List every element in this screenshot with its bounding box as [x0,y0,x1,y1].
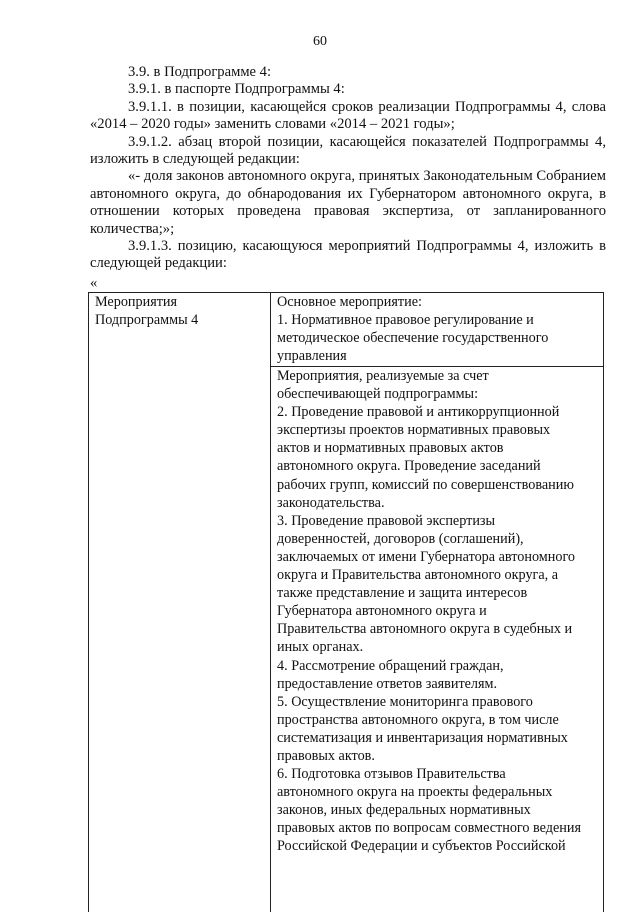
cell-line: пространства автономного округа, в том числе [277,711,559,728]
cell-line: 2. Проведение правовой и антикоррупционной [277,404,560,421]
cell-line: автономного округа. Проведение заседаний [277,458,541,475]
cell-line: автономного округа на проекты федеральных [277,784,553,801]
cell-line: заключаемых от имени Губернатора автономного [277,548,576,565]
measures-table [88,292,604,912]
cell-line: правовых актов по вопросам совместного ведения [277,820,581,837]
paragraph-3-9: 3.9. в Подпрограмме 4: [128,64,272,80]
cell-line: управления [277,348,347,365]
cell-line: Российской Федерации и субъектов Российской [277,838,566,855]
cell-line: правовых актов. [277,747,375,764]
page-number: 60 [313,34,327,49]
cell-line: иных органах. [277,639,364,656]
cell-line: Правительства автономного округа в судебных и [277,621,573,638]
cell-line: законодательства. [277,494,385,511]
column-divider [270,293,271,912]
cell-line: Мероприятия, реализуемые за счет [277,368,489,384]
left-cell-line: Подпрограммы 4 [95,312,199,329]
paragraph-3-9-1-2: 3.9.1.2. абзац второй позиции, касающейся показателей Подпрограммы 4, изложить в следующей редакции: [90,133,606,168]
cell-line: актов и нормативных правовых актов [277,440,504,457]
cell-line: экспертизы проектов нормативных правовых [277,422,551,439]
cell-line: Основное мероприятие: [277,294,422,310]
cell-line: Губернатора автономного округа и [277,603,487,620]
table-right-cell-main [277,293,602,365]
cell-line: законов, иных федеральных нормативных [277,802,531,819]
paragraph-3-9-1-3: 3.9.1.3. позицию, касающуюся мероприятий Подпрограммы 4, изложить в следующей редакции: [90,238,606,272]
paragraph-quote-indicator: «- доля законов автономного округа, принятых Законодательным Собранием автономного округа, до обнародования их Губернатором автономного округа, в отношении которых проведена правовая экспертиза, от запланированного количества;»; [90,168,606,237]
paragraph-3-9-1-1: 3.9.1.1. в позиции, касающейся сроков реализации Подпрограммы 4, слова «2014 – 2020 годы» заменить словами «2014 – 2021 годы»; [90,98,606,133]
paragraph-3-9-1: 3.9.1. в паспорте Подпрограммы 4: [128,81,345,98]
cell-line: рабочих групп, комиссий по совершенствованию [277,476,574,493]
cell-line: методическое обеспечение государственного [277,330,549,347]
cell-line: 5. Осуществление мониторинга правового [277,693,533,710]
cell-line: систематизация и инвентаризация нормативных [277,729,568,746]
cell-line: 4. Рассмотрение обращений граждан, [277,657,504,674]
cell-line: 3. Проведение правовой экспертизы [277,512,496,529]
body-text [90,64,606,273]
table-left-cell [95,293,265,329]
cell-line: предоставление ответов заявителям. [277,675,498,692]
cell-line: округа и Правительства автономного округа, а [277,567,559,584]
cell-line: доверенностей, договоров (соглашений), [277,530,524,547]
cell-line: также представление и защита интересов [277,585,528,602]
cell-line: обеспечивающей подпрограммы: [277,386,479,403]
left-cell-line: Мероприятия [95,294,178,310]
cell-line: 1. Нормативное правовое регулирование и [277,312,534,329]
opening-quote: « [90,275,98,291]
cell-line: 6. Подготовка отзывов Правительства [277,766,506,783]
table-right-cell-activities [277,367,602,856]
